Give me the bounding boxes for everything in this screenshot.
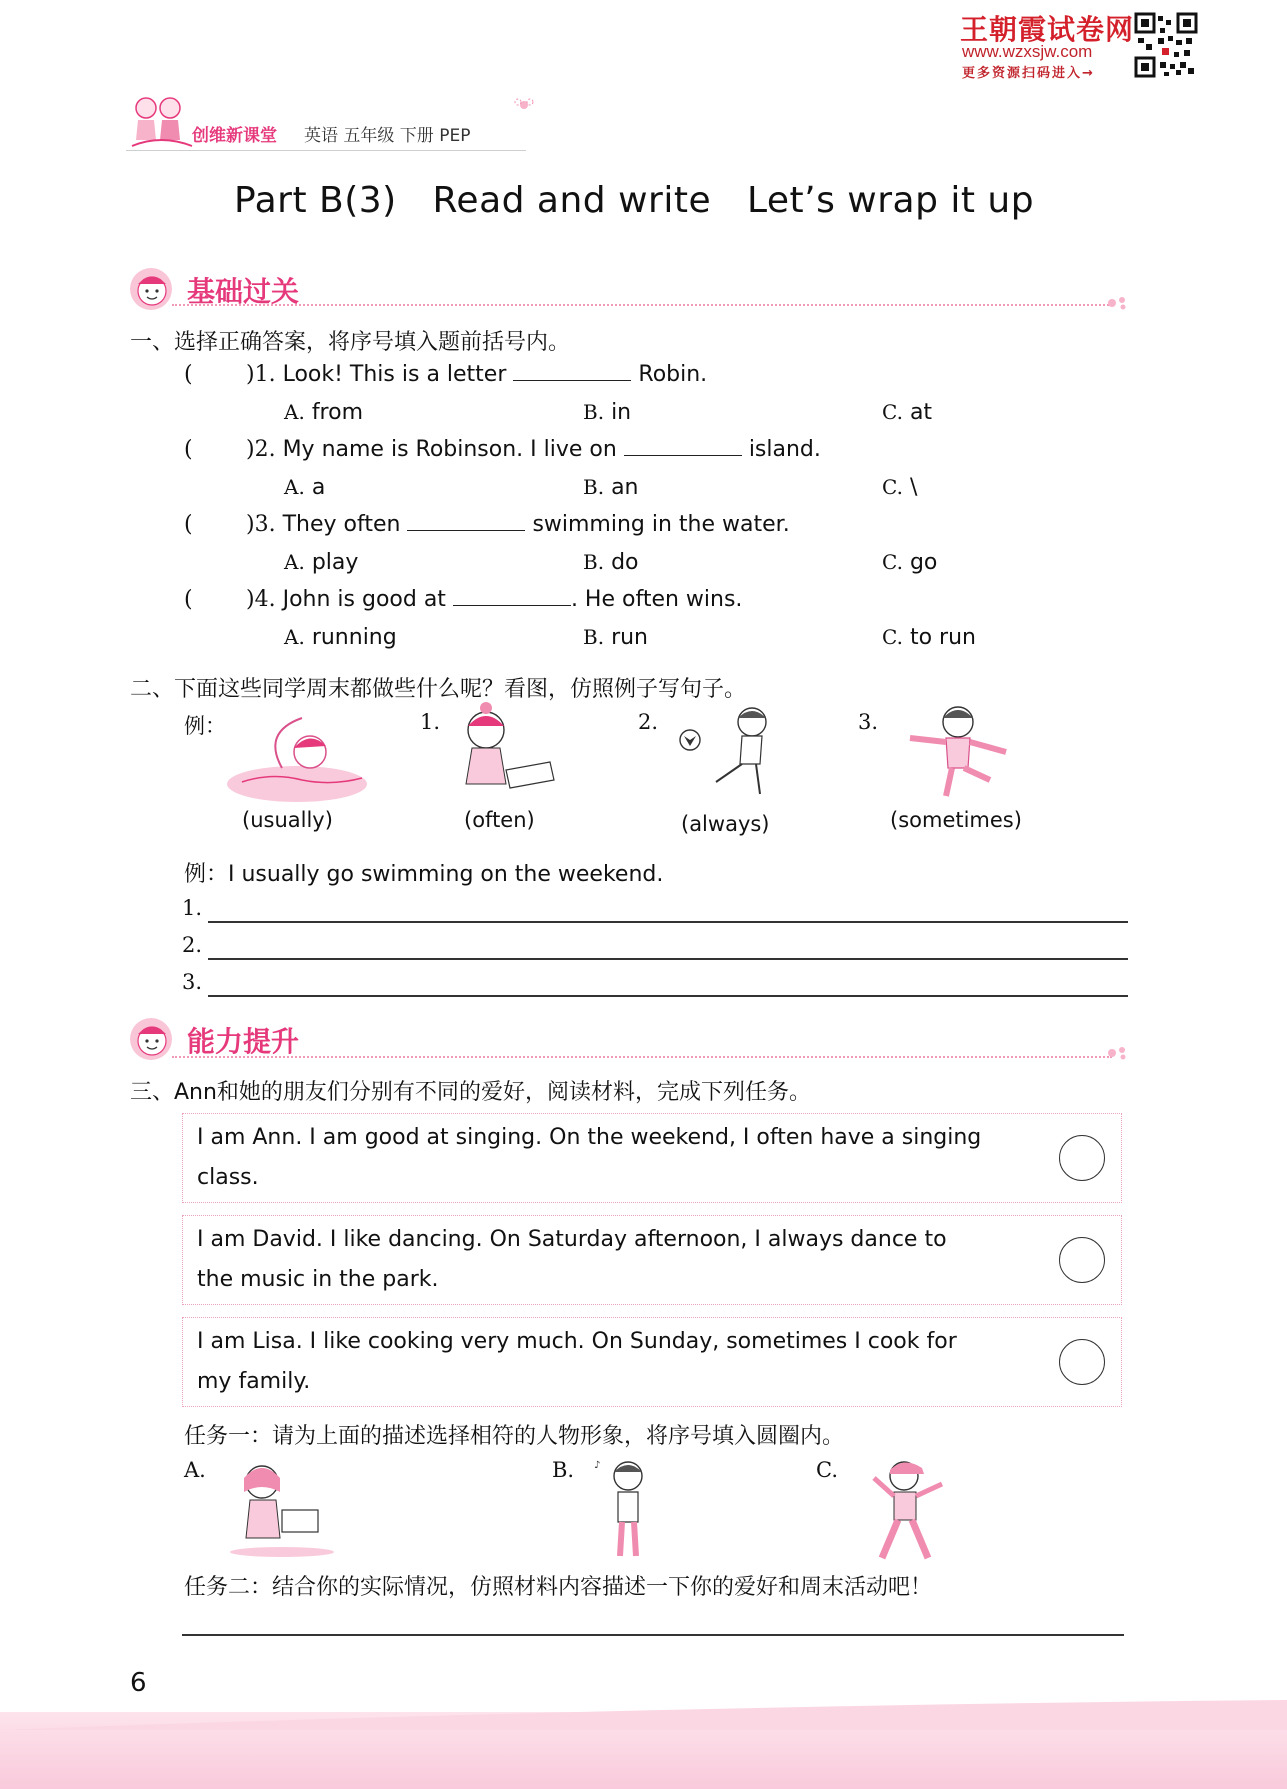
- passage-line: I am Ann. I am good at singing. On the weekend, I often have a singing: [197, 1125, 982, 1150]
- passage-line: my family.: [197, 1369, 311, 1394]
- item-text-post: swimming in the water.: [532, 512, 790, 537]
- football-boy-illustration: [676, 702, 784, 798]
- option-letter: C.: [816, 1458, 838, 1482]
- section-divider: [172, 1056, 1112, 1058]
- pic-label: (sometimes): [890, 808, 1022, 832]
- kids-logo-icon: [126, 90, 196, 152]
- option-c: C. \: [882, 475, 918, 500]
- dots-ornament-icon: [1106, 1046, 1130, 1060]
- item-number: )4.: [246, 587, 276, 612]
- swimming-girl-illustration: [222, 712, 372, 808]
- answer-circle[interactable]: [1059, 1135, 1105, 1181]
- item-text-post: island.: [748, 437, 821, 462]
- answer-line[interactable]: [208, 921, 1128, 923]
- task1-text: 任务一：请为上面的描述选择相符的人物形象，将序号填入圆圈内。: [184, 1424, 845, 1449]
- answer-circle[interactable]: [1059, 1339, 1105, 1385]
- header-rule: [126, 150, 526, 151]
- answer-line[interactable]: [208, 995, 1128, 997]
- passage-line: the music in the park.: [197, 1267, 439, 1292]
- passage-box: [182, 1317, 1122, 1407]
- item-text-pre: Look! This is a letter: [282, 362, 507, 387]
- q3-heading: 三、Ann和她的朋友们分别有不同的爱好，阅读材料，完成下列任务。: [130, 1080, 811, 1105]
- dancing-girl-illustration: [862, 1456, 954, 1562]
- option-a: A. a: [284, 475, 326, 500]
- section-basic-title: 基础过关: [187, 275, 300, 308]
- question-item: [246, 512, 790, 537]
- pic-number: 1.: [420, 710, 441, 734]
- question-item: [246, 437, 821, 462]
- line-number: 3.: [182, 970, 203, 994]
- answer-paren[interactable]: (: [184, 587, 193, 612]
- header-brand: 创维新课堂: [192, 126, 277, 146]
- singing-boy-illustration: [590, 1456, 666, 1562]
- page-title: Part B(3) Read and write Let’s wrap it up: [234, 180, 1035, 221]
- footer-curve: [0, 1700, 1287, 1730]
- answer-line[interactable]: [182, 1634, 1124, 1636]
- option-b: B. do: [583, 550, 639, 575]
- passage-line: I am Lisa. I like cooking very much. On Sunday, sometimes I cook for: [197, 1329, 957, 1354]
- pic-label: (usually): [242, 808, 333, 832]
- item-text-post: Robin.: [638, 362, 708, 387]
- watermark-more: 更多资源扫码进入→: [962, 66, 1095, 81]
- item-text-pre: John is good at: [282, 587, 446, 612]
- fill-blank[interactable]: [513, 363, 631, 381]
- watermark-url[interactable]: www.wzxsjw.com: [962, 42, 1093, 61]
- option-c: C. to run: [882, 625, 976, 650]
- pic-label: (always): [681, 812, 770, 836]
- option-letter: B.: [552, 1458, 575, 1482]
- answer-line[interactable]: [208, 958, 1128, 960]
- option-c: C. go: [882, 550, 938, 575]
- dancing-boy-illustration: [902, 702, 1020, 800]
- question-item: [246, 362, 707, 387]
- option-c: C. at: [882, 400, 933, 425]
- cooking-girl-illustration: [222, 1458, 342, 1558]
- answer-circle[interactable]: [1059, 1237, 1105, 1283]
- answer-paren[interactable]: (: [184, 512, 193, 537]
- item-number: )1.: [246, 362, 276, 387]
- flower-icon: [512, 94, 536, 116]
- girl-face-icon: [128, 266, 174, 312]
- passage-box: [182, 1215, 1122, 1305]
- item-number: )3.: [246, 512, 276, 537]
- item-number: )2.: [246, 437, 276, 462]
- pic-number: 例：: [184, 714, 226, 738]
- pic-label: (often): [464, 808, 535, 832]
- fill-blank[interactable]: [407, 513, 525, 531]
- item-text-pre: They often: [282, 512, 401, 537]
- line-number: 1.: [182, 896, 203, 920]
- svg-text:♪: ♪: [594, 1460, 601, 1471]
- option-a: A. from: [284, 400, 364, 425]
- header-subtitle: 英语 五年级 下册 PEP: [304, 126, 471, 146]
- passage-line: I am David. I like dancing. On Saturday afternoon, I always dance to: [197, 1227, 947, 1252]
- fill-blank[interactable]: [624, 438, 742, 456]
- option-letter: A.: [184, 1458, 206, 1482]
- page-number: 6: [130, 1668, 147, 1698]
- pic-number: 2.: [638, 710, 659, 734]
- question-item: [246, 587, 742, 612]
- fill-blank[interactable]: [453, 588, 571, 606]
- option-b: B. in: [583, 400, 632, 425]
- option-a: A. running: [284, 625, 397, 650]
- q1-heading: 一、选择正确答案，将序号填入题前括号内。: [130, 330, 571, 355]
- option-b: B. an: [583, 475, 639, 500]
- item-text-pre: My name is Robinson. I live on: [282, 437, 617, 462]
- item-text-post: . He often wins.: [570, 587, 743, 612]
- reading-girl-illustration: [450, 700, 560, 796]
- answer-paren[interactable]: (: [184, 437, 193, 462]
- qr-code-icon[interactable]: [1134, 12, 1198, 78]
- girl-face-icon: [128, 1016, 174, 1062]
- pic-number: 3.: [858, 710, 879, 734]
- section-divider: [172, 304, 1112, 306]
- dots-ornament-icon: [1106, 296, 1130, 310]
- section-advanced-title: 能力提升: [187, 1025, 300, 1058]
- option-a: A. play: [284, 550, 359, 575]
- passage-line: class.: [197, 1165, 259, 1190]
- example-sentence: 例：I usually go swimming on the weekend.: [184, 862, 664, 887]
- q2-heading: 二、下面这些同学周末都做些什么呢？看图，仿照例子写句子。: [130, 677, 747, 702]
- passage-box: [182, 1113, 1122, 1203]
- option-b: B. run: [583, 625, 648, 650]
- task2-text: 任务二：结合你的实际情况，仿照材料内容描述一下你的爱好和周末活动吧！: [184, 1575, 933, 1600]
- watermark-title: 王朝霞试卷网: [960, 13, 1135, 46]
- line-number: 2.: [182, 933, 203, 957]
- answer-paren[interactable]: (: [184, 362, 193, 387]
